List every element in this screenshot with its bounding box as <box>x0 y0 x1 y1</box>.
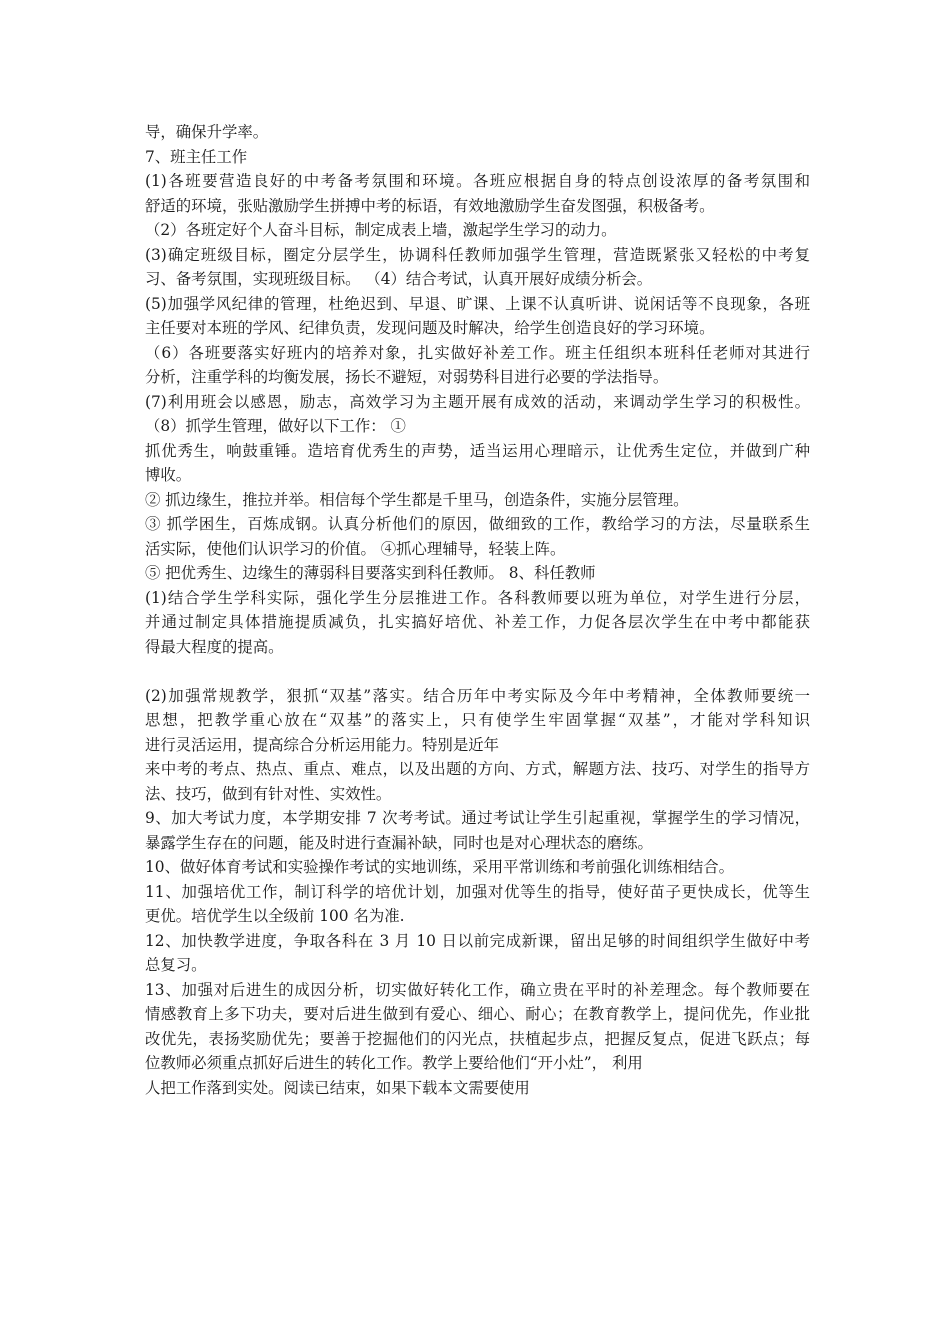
text-line: 7、班主任工作 <box>145 147 248 166</box>
text-line: (1)各班要营造良好的中考备考氛围和环境。各班应根据自身的特点创设浓厚的备考氛围和 <box>145 172 810 190</box>
text-line: 11、加强培优工作，制订科学的培优计划，加强对优等生的指导，使好苗子更快成长，优等生 <box>145 882 810 901</box>
text-line: 舒适的环境，张贴激励学生拼搏中考的标语，有效地激励学生奋发图强，积极备考。 <box>145 196 715 215</box>
text-line: (1)结合学生学科实际，强化学生分层推进工作。各科教师要以班为单位，对学生进行分层， <box>145 588 810 607</box>
text-line: 情感教育上多下功夫，要对后进生做到有爱心、细心、耐心；在教育教学上，提问优先，作业批 <box>145 1005 810 1023</box>
text-line: 主任要对本班的学风、纪律负责，发现问题及时解决，给学生创造良好的学习环境。 <box>145 319 715 337</box>
blank-line <box>145 659 810 684</box>
text-line: (2)加强常规教学，狠抓“双基”落实。结合历年中考实际及今年中考精神，全体教师要统一 <box>145 686 810 705</box>
text-line: （8）抓学生管理，做好以下工作： ① <box>145 417 406 435</box>
text-line: 活实际，使他们认识学习的价值。 ④抓心理辅导，轻装上阵。 <box>145 539 566 558</box>
text-line: 暴露学生存在的问题，能及时进行查漏补缺，同时也是对心理状态的磨练。 <box>145 833 653 852</box>
text-line: ② 抓边缘生，推拉并举。相信每个学生都是千里马，创造条件，实施分层管理。 <box>145 490 689 509</box>
text-line: 来中考的考点、热点、重点、难点，以及出题的方向、方式，解题方法、技巧、对学生的指导方 <box>145 760 810 778</box>
text-line: 改优先，表扬奖励优先；要善于挖掘他们的闪光点，扶植起步点，把握反复点，促进飞跃点；每 <box>145 1029 810 1048</box>
text-line: 导，确保升学率。 <box>145 123 269 141</box>
text-line: 博收。 <box>145 466 192 484</box>
text-line: 进行灵活运用，提高综合分析运用能力。特别是近年 <box>145 735 499 754</box>
text-line: （6）各班要落实好班内的培养对象，扎实做好补差工作。班主任组织本班科任老师对其进行 <box>145 343 810 362</box>
text-line: (5)加强学风纪律的管理，杜绝迟到、早退、旷课、上课不认真听讲、说闲话等不良现象，各班 <box>145 294 810 313</box>
text-line: (3)确定班级目标，圈定分层学生，协调科任教师加强学生管理，营造既紧张又轻松的中考复 <box>145 245 810 264</box>
text-line: ③ 抓学困生，百炼成钢。认真分析他们的原因，做细致的工作，教给学习的方法，尽量联系生 <box>145 515 810 533</box>
document-body <box>145 120 810 1100</box>
text-line: 更优。培优学生以全级前 100 名为准. <box>145 907 405 925</box>
text-line: ⑤ 把优秀生、边缘生的薄弱科目要落实到科任教师。 8、科任教师 <box>145 564 596 582</box>
text-line: 总复习。 <box>145 956 207 974</box>
text-line: 人把工作落到实处。阅读已结束，如果下载本文需要使用 <box>145 1078 530 1097</box>
text-line: 13、加强对后进生的成因分析，切实做好转化工作，确立贵在平时的补差理念。每个教师要在 <box>145 980 810 999</box>
text-line: 分析，注重学科的均衡发展，扬长不避短，对弱势科目进行必要的学法指导。 <box>145 368 669 386</box>
text-line: 位教师必须重点抓好后进生的转化工作。教学上要给他们“开小灶”， 利用 <box>145 1054 643 1072</box>
text-line: 12、加快教学进度，争取各科在 3 月 10 日以前完成新课，留出足够的时间组织学生做好中考 <box>145 931 810 950</box>
text-line: 得最大程度的提高。 <box>145 637 284 656</box>
text-line: 10、做好体育考试和实验操作考试的实地训练，采用平常训练和考前强化训练相结合。 <box>145 858 735 876</box>
text-line: 并通过制定具体措施提质减负，扎实搞好培优、补差工作，力促各层次学生在中考中都能获 <box>145 613 810 631</box>
text-line: 9、加大考试力度，本学期安排 7 次考考试。通过考试让学生引起重视，掌握学生的学习情况， <box>145 809 810 827</box>
text-line: 法、技巧，做到有针对性、实效性。 <box>145 784 392 803</box>
text-line: （2）各班定好个人奋斗目标，制定成表上墙，激起学生学习的动力。 <box>145 221 617 239</box>
text-line: 抓优秀生，响鼓重锤。造培育优秀生的声势，适当运用心理暗示，让优秀生定位，并做到广种 <box>145 441 810 460</box>
text-line: (7)利用班会以感恩，励志，高效学习为主题开展有成效的活动，来调动学生学习的积极性。 <box>145 392 810 411</box>
text-line: 习、备考氛围，实现班级目标。 （4）结合考试，认真开展好成绩分析会。 <box>145 270 653 288</box>
text-line: 思想，把教学重心放在“双基”的落实上，只有使学生牢固掌握“双基”，才能对学科知识 <box>145 711 810 729</box>
